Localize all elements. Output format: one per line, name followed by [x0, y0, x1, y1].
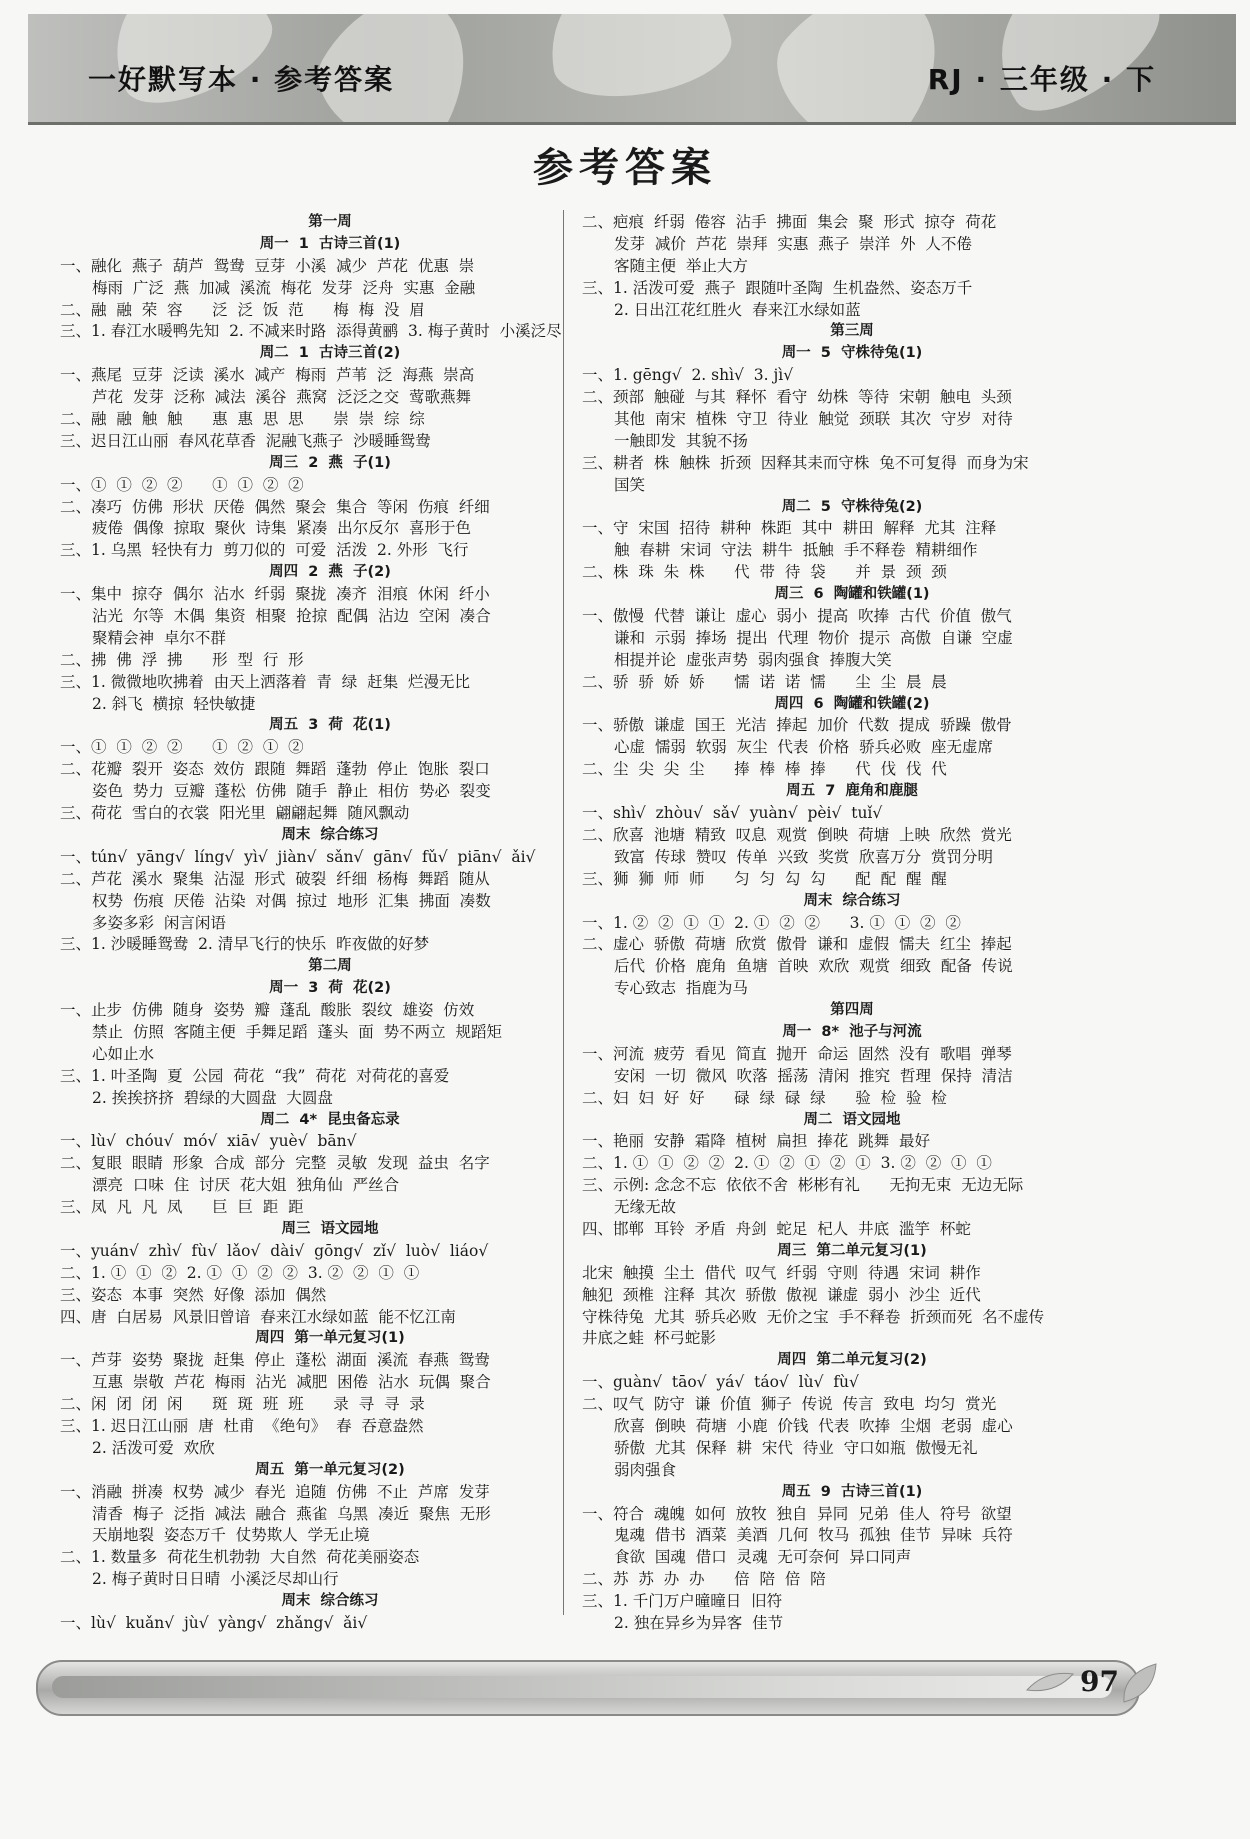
answer-line: 二、融 融 荣 容 泛 泛 饭 范 梅 梅 没 眉: [60, 300, 425, 319]
leaf-icon: [1025, 1668, 1075, 1696]
left-answer-column: [60, 212, 600, 1635]
answer-line: 一、芦芽 姿势 聚拢 赶集 停止 蓬松 湖面 溪流 春燕 鸳鸯: [60, 1351, 490, 1370]
answer-line: 一、融化 燕子 葫芦 鸳鸯 豆芽 小溪 减少 芦花 优惠 崇: [60, 256, 475, 275]
answer-line: 疲倦 偶像 掠取 聚伙 诗集 紧凑 出尔反尔 喜形于色: [92, 519, 471, 538]
answer-line: 禁止 仿照 客随主便 手舞足蹈 蓬头 面 势不两立 规蹈矩: [92, 1022, 502, 1041]
section-heading: 周三 第二单元复习(1): [777, 1242, 927, 1259]
answer-line: 一、1. ② ② ① ① 2. ① ② ② 3. ① ① ② ②: [582, 913, 961, 932]
section-heading: 周四 第一单元复习(1): [255, 1330, 405, 1347]
answer-line: 后代 价格 鹿角 鱼塘 首映 欢欣 观赏 细致 配备 传说: [614, 957, 1013, 976]
answer-line: 二、1. ① ① ② ② 2. ① ② ① ② ① 3. ② ② ① ①: [582, 1154, 992, 1173]
answer-line: 无缘无故: [614, 1198, 677, 1217]
answer-line: 2. 挨挨挤挤 碧绿的大圆盘 大圆盘: [92, 1088, 333, 1107]
section-heading: 周末 综合练习: [281, 1593, 379, 1610]
answer-line: 一、消融 拼凑 权势 减少 春光 追随 仿佛 不止 芦席 发芽: [60, 1482, 490, 1501]
section-heading: 第三周: [830, 323, 874, 340]
answer-line: 二、虚心 骄傲 荷塘 欣赏 傲骨 谦和 虚假 懦夫 红尘 捧起: [582, 935, 1012, 954]
answer-line: 2. 独在异乡为异客 佳节: [614, 1614, 784, 1632]
answer-line: 二、芦花 溪水 聚集 沾湿 形式 破裂 纤细 杨梅 舞蹈 随从: [60, 869, 490, 888]
answer-line: 二、颈部 触碰 与其 释怀 看守 幼株 等待 宋朝 触电 头颈: [582, 388, 1012, 407]
answer-line: 二、凑巧 仿佛 形状 厌倦 偶然 聚会 集合 等闲 伤痕 纤细: [60, 497, 490, 516]
answer-line: 安闲 一切 微风 吹落 摇荡 清闲 推究 哲理 保持 清洁: [614, 1066, 1013, 1085]
answer-line: 二、1. ① ① ② 2. ① ① ② ② 3. ② ② ① ①: [60, 1263, 420, 1282]
section-heading: 周末 综合练习: [803, 892, 901, 909]
answer-line: 一、guàn√ tāo√ yá√ táo√ lù√ fù√: [582, 1373, 859, 1392]
answer-line: 谦和 示弱 捧场 提出 代理 物价 提示 高傲 自谦 空虚: [614, 628, 1013, 647]
answer-line: 一、河流 疲劳 看见 简直 抛开 命运 固然 没有 歌唱 弹琴: [582, 1044, 1012, 1063]
answer-line: 一、lù√ chóu√ mó√ xiā√ yuè√ bān√: [60, 1132, 357, 1151]
answer-line: 致富 传球 赞叹 传单 兴致 奖赏 欣喜万分 赏罚分明: [614, 847, 993, 866]
answer-line: 三、狮 狮 师 师 匀 匀 勾 勾 配 配 醒 醒: [582, 869, 947, 888]
answer-line: 二、闲 闭 闭 闲 斑 斑 班 班 录 寻 寻 录: [60, 1395, 425, 1414]
answer-line: 三、1. 活泼可爱 燕子 跟随叶圣陶 生机盎然、姿态万千: [582, 278, 973, 297]
answer-line: 专心致志 指鹿为马: [614, 979, 748, 998]
grade-label: RJ · 三年级 · 下: [927, 63, 1156, 96]
answer-line: 发芽 减价 芦花 崇拜 实惠 燕子 崇洋 外 人不倦: [614, 234, 972, 253]
answer-line: 沾光 尔等 木偶 集资 相聚 抢掠 配偶 沾边 空闲 凑合: [92, 607, 491, 626]
answer-line: 北宋 触摸 尘土 借代 叹气 纤弱 守则 待遇 宋词 耕作: [582, 1263, 981, 1282]
answer-line: 清香 梅子 泛指 减法 融合 燕雀 乌黑 凑近 聚焦 无形: [92, 1504, 491, 1523]
answer-line: 心如止水: [92, 1044, 155, 1063]
section-heading: 周一 5 守株待兔(1): [781, 345, 923, 362]
section-heading: 周五 7 鹿角和鹿腿: [786, 783, 918, 800]
answer-line: 一、守 宋国 招待 耕种 株距 其中 耕田 解释 尤其 注释: [582, 519, 997, 538]
answer-line: 四、唐 白居易 风景旧曾谙 春来江水绿如蓝 能不忆江南: [60, 1307, 456, 1326]
answer-line: 心虚 懦弱 软弱 灰尘 代表 价格 骄兵必败 座无虚席: [614, 738, 993, 757]
answer-line: 三、示例: 念念不忘 依依不舍 彬彬有礼 无拘无束 无边无际: [582, 1176, 1024, 1195]
answer-line: 一、shì√ zhòu√ sǎ√ yuàn√ pèi√ tuǐ√: [582, 804, 883, 823]
answer-line: 2. 活泼可爱 欢欣: [92, 1438, 215, 1457]
answer-line: 触犯 颈椎 注释 其次 骄傲 傲视 谦虚 弱小 沙尘 近代: [582, 1285, 981, 1304]
section-heading: 周一 1 古诗三首(1): [259, 235, 401, 252]
answer-line: 二、1. 数量多 荷花生机勃勃 大自然 荷花美丽姿态: [60, 1548, 420, 1567]
answer-line: 二、苏 苏 办 办 倍 陪 倍 陪: [582, 1570, 826, 1589]
section-heading: 周五 3 荷 花(1): [269, 717, 391, 734]
section-heading: 周一 8* 池子与河流: [782, 1023, 922, 1040]
section-heading: 周五 第一单元复习(2): [255, 1461, 405, 1478]
answer-line: 三、1. 沙暖睡鸳鸯 2. 清早飞行的快乐 昨夜做的好梦: [60, 935, 430, 954]
answer-line: 2. 斜飞 横掠 轻快敏捷: [92, 694, 256, 713]
footer-bar-highlight: [52, 1676, 1112, 1698]
page-number: 97: [1080, 1665, 1119, 1698]
answer-line: 二、复眼 眼睛 形象 合成 部分 完整 灵敏 发现 益虫 名字: [60, 1154, 490, 1173]
section-heading: 周三 语文园地: [281, 1220, 379, 1237]
answer-line: 二、叹气 防守 谦 价值 狮子 传说 传言 致电 均匀 赏光: [582, 1395, 997, 1414]
answer-line: 三、1. 微微地吹拂着 由天上洒落着 青 绿 赶集 烂漫无比: [60, 672, 470, 691]
answer-line: 一、止步 仿佛 随身 姿势 瓣 蓬乱 酸胀 裂纹 雄姿 仿效: [60, 1001, 475, 1020]
answer-line: 姿色 势力 豆瓣 蓬松 仿佛 随手 静止 相仿 势必 裂变: [92, 782, 491, 801]
section-heading: 周四 6 陶罐和铁罐(2): [774, 695, 930, 712]
answer-line: 2. 日出江花红胜火 春来江水绿如蓝: [614, 300, 861, 319]
answer-line: 二、花瓣 裂开 姿态 效仿 跟随 舞蹈 蓬勃 停止 饱胀 裂口: [60, 760, 490, 779]
answer-line: 权势 伤痕 厌倦 沾染 对偶 掠过 地形 汇集 拂面 凑数: [92, 891, 491, 910]
answer-line: 食欲 国魂 借口 灵魂 无可奈何 异口同声: [614, 1548, 912, 1567]
answer-line: 二、妇 妇 好 好 碌 绿 碌 绿 验 检 验 检: [582, 1088, 947, 1107]
answer-line: 一、lù√ kuǎn√ jù√ yàng√ zhǎng√ ǎi√: [60, 1614, 368, 1632]
answer-line: 一、符合 魂魄 如何 放牧 独自 异同 兄弟 佳人 符号 欲望: [582, 1504, 1012, 1523]
answer-line: 骄傲 尤其 保释 耕 宋代 待业 守口如瓶 傲慢无礼: [614, 1438, 978, 1457]
answer-line: 国笑: [614, 475, 646, 494]
answer-line: 其他 南宋 植株 守卫 待业 触觉 颈联 其次 守岁 对待: [614, 410, 1013, 429]
section-heading: 周五 9 古诗三首(1): [781, 1483, 923, 1500]
answer-line: 三、1. 乌黑 轻快有力 剪刀似的 可爱 活泼 2. 外形 飞行: [60, 541, 469, 560]
answer-line: 互惠 崇敬 芦花 梅雨 沾光 减肥 困倦 沾水 玩偶 聚合: [92, 1373, 491, 1392]
answer-line: 二、株 珠 朱 株 代 带 待 袋 并 景 颈 颈: [582, 563, 947, 582]
answer-line: 一、傲慢 代替 谦让 虚心 弱小 提高 吹捧 古代 价值 傲气: [582, 607, 1012, 626]
answer-line: 二、欣喜 池塘 精致 叹息 观赏 倒映 荷塘 上映 欣然 赏光: [582, 825, 1012, 844]
answer-line: 三、迟日江山丽 春风花草香 泥融飞燕子 沙暖睡鸳鸯: [60, 431, 431, 450]
answer-line: 二、融 融 触 触 惠 惠 思 思 崇 崇 综 综: [60, 410, 425, 429]
answer-line: 三、1. 千门万户曈曈日 旧符: [582, 1592, 783, 1611]
section-heading: 周二 语文园地: [803, 1111, 901, 1128]
answer-line: 2. 梅子黄时日日晴 小溪泛尽却山行: [92, 1570, 339, 1589]
answer-line: 漂亮 口味 住 讨厌 花大姐 独角仙 严丝合: [92, 1176, 400, 1195]
answer-line: 弱肉强食: [614, 1460, 677, 1479]
answer-line: 三、凤 凡 凡 凤 巨 巨 距 距: [60, 1198, 304, 1217]
section-heading: 周二 1 古诗三首(2): [259, 345, 401, 362]
section-heading: 周二 4* 昆虫备忘录: [260, 1111, 400, 1128]
section-heading: 第二周: [308, 958, 352, 975]
answer-line: 梅雨 广泛 燕 加减 溪流 梅花 发芽 泛舟 实惠 金融: [92, 278, 476, 297]
answer-line: 三、耕者 株 触株 折颈 因释其耒而守株 兔不可复得 而身为宋: [582, 453, 1029, 472]
section-heading: 周四 2 燕 子(2): [269, 564, 391, 581]
answer-line: 芦花 发芽 泛称 减法 溪谷 燕窝 泛泛之交 莺歌燕舞: [92, 388, 471, 407]
answer-line: 天崩地裂 姿态万千 仗势欺人 学无止境: [92, 1526, 370, 1545]
answer-line: 触 春耕 宋词 守法 耕牛 抵触 手不释卷 精耕细作: [614, 541, 978, 560]
answer-line: 一、① ① ② ② ① ① ② ②: [60, 475, 304, 494]
header-banner: [28, 14, 1236, 125]
section-heading: 第四周: [830, 1002, 874, 1019]
answer-line: 一、集中 掠夺 偶尔 沾水 纤弱 聚拢 凑齐 泪痕 休闲 纤小: [60, 585, 490, 604]
column-divider: [563, 210, 564, 1615]
answer-line: 鬼魂 借书 酒菜 美酒 几何 牧马 孤独 佳节 异味 兵符: [614, 1526, 1013, 1545]
answer-line: 相提并论 虚张声势 弱肉强食 捧腹大笑: [614, 650, 892, 669]
answer-line: 客随主便 举止大方: [614, 256, 748, 275]
section-heading: 周三 6 陶罐和铁罐(1): [774, 586, 930, 603]
section-heading: 周二 5 守株待兔(2): [781, 498, 923, 515]
book-title: 一好默写本 · 参考答案: [88, 63, 395, 96]
answer-line: 一、燕尾 豆芽 泛读 溪水 减产 梅雨 芦苇 泛 海燕 崇高: [60, 366, 475, 385]
answer-line: 三、荷花 雪白的衣裳 阳光里 翩翩起舞 随风飘动: [60, 804, 410, 823]
right-answer-column: [582, 212, 1122, 1635]
answer-line: 四、邯郸 耳铃 矛盾 舟剑 蛇足 杞人 井底 滥竽 杯蛇: [582, 1219, 971, 1238]
answer-line: 井底之蛙 杯弓蛇影: [582, 1329, 716, 1348]
answer-line: 三、1. 春江水暖鸭先知 2. 不减来时路 添得黄鹂 3. 梅子黄时 小溪泛尽: [60, 322, 562, 341]
answer-line: 二、骄 骄 娇 娇 懦 诺 诺 懦 尘 尘 晨 晨: [582, 672, 947, 691]
answer-line: 三、1. 叶圣陶 夏 公园 荷花 “我” 荷花 对荷花的喜爱: [60, 1066, 450, 1085]
section-heading: 周一 3 荷 花(2): [269, 980, 391, 997]
answer-line: 守株待兔 尤其 骄兵必败 无价之宝 手不释卷 折颈而死 名不虚传: [582, 1307, 1045, 1326]
answer-line: 欣喜 倒映 荷塘 小鹿 价钱 代表 吹捧 尘烟 老弱 虚心: [614, 1416, 1013, 1435]
answer-line: 二、尘 尖 尖 尘 捧 棒 棒 捧 代 伐 伐 代: [582, 760, 947, 779]
answer-line: 二、疤痕 纤弱 倦容 沾手 拂面 集会 聚 形式 掠夺 荷花: [582, 213, 997, 231]
answer-line: 三、姿态 本事 突然 好像 添加 偶然: [60, 1285, 327, 1304]
section-heading: 第一周: [308, 214, 352, 230]
section-heading: 周末 综合练习: [281, 826, 379, 843]
answer-line: 一、骄傲 谦虚 国王 光洁 捧起 加价 代数 提成 骄躁 傲骨: [582, 716, 1012, 735]
answer-line: 三、1. 迟日江山丽 唐 杜甫 《绝句》 春 吞意盎然: [60, 1416, 424, 1435]
answer-line: 一、① ① ② ② ① ② ① ②: [60, 738, 304, 757]
section-heading: 周三 2 燕 子(1): [269, 454, 391, 471]
leaf-ornament-icon: [1118, 1662, 1160, 1706]
answer-line: 一、yuán√ zhì√ fù√ lǎo√ dài√ gōng√ zǐ√ luò√ liáo√: [60, 1241, 489, 1260]
answer-line: 一、1. gēng√ 2. shì√ 3. jì√: [582, 366, 794, 385]
answer-line: 一、tún√ yāng√ líng√ yì√ jiàn√ sǎn√ gān√ fǔ√ piān√ ǎi√: [60, 847, 536, 866]
section-heading: 周四 第二单元复习(2): [777, 1352, 927, 1369]
answer-line: 一、艳丽 安静 霜降 植树 扁担 捧花 跳舞 最好: [582, 1132, 930, 1151]
answer-line: 多姿多彩 闲言闲语: [92, 913, 226, 932]
answer-line: 二、拂 佛 浮 拂 形 型 行 形: [60, 650, 304, 669]
answer-line: 聚精会神 卓尔不群: [92, 628, 226, 647]
answer-line: 一触即发 其貌不扬: [614, 431, 748, 450]
page-title: 参考答案: [533, 144, 717, 191]
